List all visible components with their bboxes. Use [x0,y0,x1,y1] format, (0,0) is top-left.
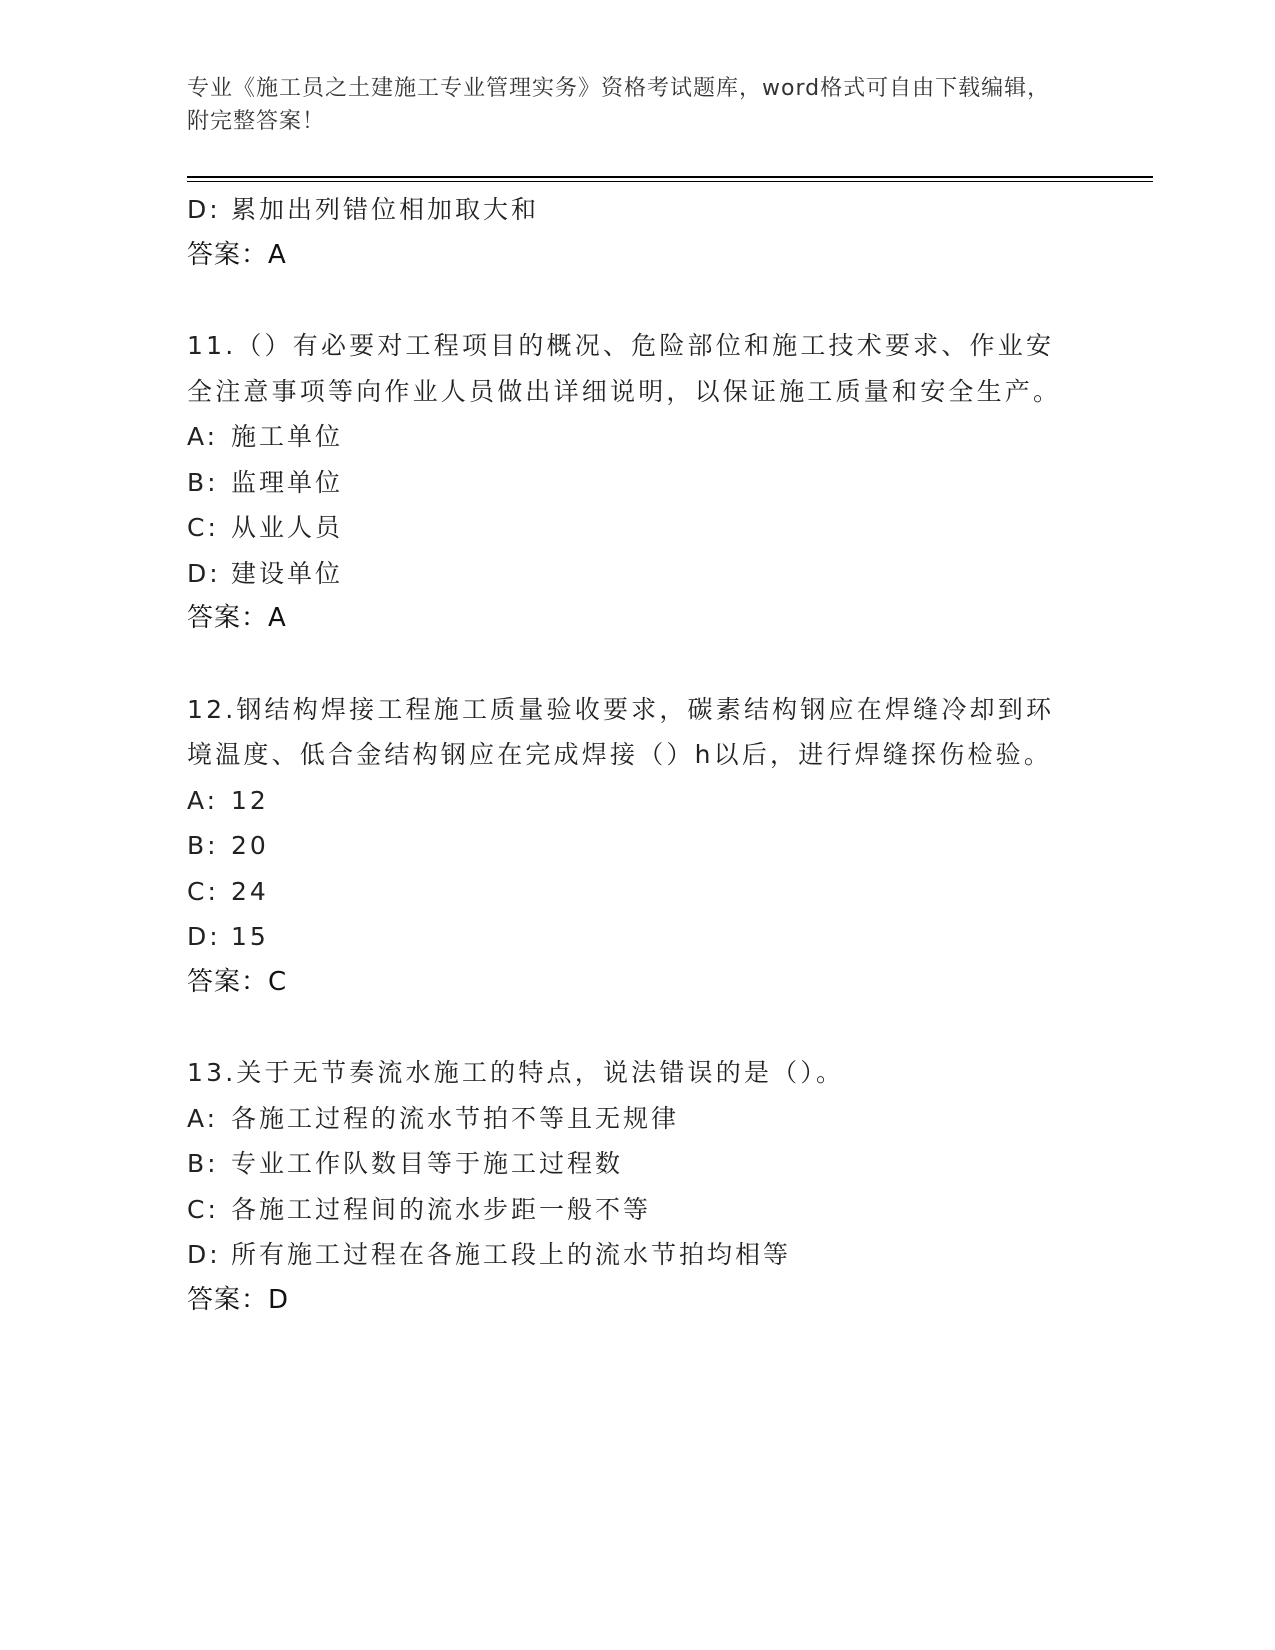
spacer [187,1005,1087,1050]
question-13-option-a [187,1096,1087,1142]
question-13-option-d [187,1232,1087,1278]
option-text: 各施工过程间的流水步距一般不等 [231,1194,652,1224]
option-label: B: [187,831,219,860]
question-12-option-b [187,823,1087,869]
question-12-option-a [187,778,1087,824]
question-11-answer: 答案：A [187,603,287,633]
prev-option-d [187,187,1087,233]
option-label: B: [187,467,219,497]
option-label: A: [187,1103,219,1133]
option-label: C: [187,513,219,542]
question-11-option-b [187,460,1087,506]
question-13-option-b [187,1141,1087,1187]
option-label: B: [187,1149,219,1178]
option-text: 24 [231,876,269,906]
question-12-option-c [187,869,1087,915]
option-text: 建设单位 [231,558,344,588]
question-13-answer: 答案：D [187,1284,290,1315]
header-rule-thick [187,176,1153,178]
option-text: 20 [231,831,269,860]
spacer [187,278,1087,323]
option-text: 监理单位 [231,467,344,497]
document-header: 专业《施工员之土建施工专业管理实务》资格考试题库，word格式可自由下载编辑，附完整答案！ [187,76,1051,134]
option-label: D: [187,195,221,224]
option-label: A: [187,785,219,815]
question-13-stem: 13.关于无节奏流水施工的特点，说法错误的是（）。 [187,1058,845,1087]
question-content [187,187,1087,1323]
option-text: 从业人员 [231,513,344,542]
question-12-stem: 12.钢结构焊接工程施工质量验收要求，碳素结构钢应在焊缝冷却到环境温度、低合金结构钢应在完成焊接（）h以后，进行焊缝探伤检验。 [187,694,1055,769]
option-label: D: [187,1240,221,1269]
question-11-stem: 11.（）有必要对工程项目的概况、危险部位和施工技术要求、作业安全注意事项等向作业人员做出详细说明，以保证施工质量和安全生产。 [187,331,1062,406]
option-label: A: [187,422,219,451]
option-label: C: [187,1194,219,1224]
option-text: 12 [231,785,269,815]
question-12-option-d [187,914,1087,960]
question-11-option-a [187,414,1087,460]
option-label: D: [187,558,221,588]
question-11-option-d [187,551,1087,597]
option-text: 15 [231,922,269,951]
question-11-option-c [187,505,1087,551]
option-text: 施工单位 [231,422,344,451]
option-text: 专业工作队数目等于施工过程数 [231,1149,624,1178]
question-13-option-c [187,1187,1087,1233]
question-12-answer: 答案：C [187,966,288,997]
header-rule-thin [187,181,1153,182]
option-label: C: [187,876,219,906]
prev-answer: 答案：A [187,239,287,270]
option-text: 各施工过程的流水节拍不等且无规律 [231,1103,680,1133]
option-text: 累加出列错位相加取大和 [231,195,540,224]
option-text: 所有施工过程在各施工段上的流水节拍均相等 [231,1240,792,1269]
spacer [187,642,1087,687]
option-label: D: [187,922,221,951]
